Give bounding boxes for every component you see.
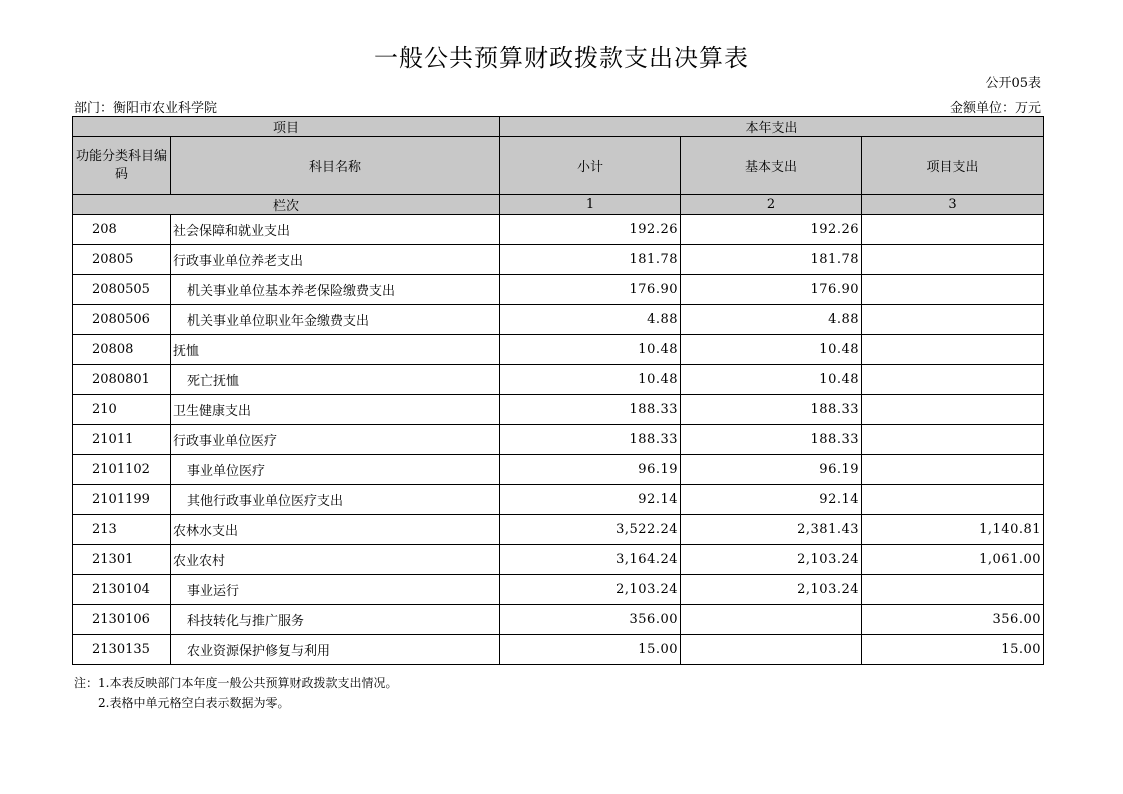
cell-subtotal: 188.33 <box>500 425 681 455</box>
cell-subtotal: 10.48 <box>500 335 681 365</box>
cell-basic <box>681 635 862 665</box>
header-basic: 基本支出 <box>681 137 862 195</box>
table-row <box>73 365 1044 395</box>
cell-code: 2101199 <box>73 485 171 515</box>
cell-name: 农业资源保护修复与利用 <box>171 635 500 665</box>
cell-basic: 10.48 <box>681 365 862 395</box>
header-col-2: 2 <box>681 195 862 215</box>
cell-subtotal: 92.14 <box>500 485 681 515</box>
cell-subtotal: 96.19 <box>500 455 681 485</box>
cell-basic: 96.19 <box>681 455 862 485</box>
cell-subtotal: 192.26 <box>500 215 681 245</box>
cell-name: 社会保障和就业支出 <box>171 215 500 245</box>
cell-basic: 192.26 <box>681 215 862 245</box>
cell-code: 2130106 <box>73 605 171 635</box>
cell-basic: 181.78 <box>681 245 862 275</box>
table-row <box>73 635 1044 665</box>
cell-name: 抚恤 <box>171 335 500 365</box>
table-row <box>73 515 1044 545</box>
cell-code: 2130135 <box>73 635 171 665</box>
cell-name: 农业农村 <box>171 545 500 575</box>
cell-subtotal: 356.00 <box>500 605 681 635</box>
notes <box>74 673 397 713</box>
cell-name: 事业单位医疗 <box>171 455 500 485</box>
cell-basic: 2,103.24 <box>681 545 862 575</box>
cell-code: 20805 <box>73 245 171 275</box>
cell-name: 机关事业单位基本养老保险缴费支出 <box>171 275 500 305</box>
cell-name: 行政事业单位养老支出 <box>171 245 500 275</box>
cell-subtotal: 181.78 <box>500 245 681 275</box>
cell-basic: 188.33 <box>681 425 862 455</box>
page-title: 一般公共预算财政拨款支出决算表 <box>374 44 749 72</box>
cell-project <box>862 365 1044 395</box>
header-row-2 <box>73 137 1044 195</box>
cell-name: 农林水支出 <box>171 515 500 545</box>
cell-project <box>862 575 1044 605</box>
cell-name: 行政事业单位医疗 <box>171 425 500 455</box>
form-code: 公开05表 <box>985 76 1041 91</box>
cell-project <box>862 395 1044 425</box>
cell-project <box>862 245 1044 275</box>
department-label: 部门：衡阳市农业科学院 <box>74 101 218 116</box>
table-row <box>73 395 1044 425</box>
header-col-1: 1 <box>500 195 681 215</box>
cell-project: 15.00 <box>862 635 1044 665</box>
cell-subtotal: 3,164.24 <box>500 545 681 575</box>
table-row <box>73 485 1044 515</box>
table-row <box>73 605 1044 635</box>
table-row <box>73 425 1044 455</box>
cell-code: 2080506 <box>73 305 171 335</box>
cell-name: 卫生健康支出 <box>171 395 500 425</box>
header-current-year: 本年支出 <box>500 117 1044 137</box>
header-subtotal: 小计 <box>500 137 681 195</box>
cell-code: 208 <box>73 215 171 245</box>
cell-basic: 4.88 <box>681 305 862 335</box>
cell-subtotal: 3,522.24 <box>500 515 681 545</box>
cell-code: 210 <box>73 395 171 425</box>
amount-unit-label: 金额单位：万元 <box>949 101 1041 116</box>
cell-subtotal: 188.33 <box>500 395 681 425</box>
cell-basic: 92.14 <box>681 485 862 515</box>
cell-code: 213 <box>73 515 171 545</box>
cell-project <box>862 485 1044 515</box>
cell-project <box>862 305 1044 335</box>
cell-code: 2080801 <box>73 365 171 395</box>
cell-subtotal: 10.48 <box>500 365 681 395</box>
cell-project <box>862 215 1044 245</box>
cell-name: 科技转化与推广服务 <box>171 605 500 635</box>
header-row-1 <box>73 117 1044 137</box>
cell-name: 死亡抚恤 <box>171 365 500 395</box>
cell-subtotal: 176.90 <box>500 275 681 305</box>
cell-code: 2130104 <box>73 575 171 605</box>
cell-project <box>862 335 1044 365</box>
cell-basic <box>681 605 862 635</box>
cell-basic: 2,381.43 <box>681 515 862 545</box>
table-row <box>73 335 1044 365</box>
header-subject-name: 科目名称 <box>171 137 500 195</box>
cell-code: 21011 <box>73 425 171 455</box>
cell-code: 20808 <box>73 335 171 365</box>
cell-name: 事业运行 <box>171 575 500 605</box>
budget-table <box>72 116 1044 665</box>
header-project-exp: 项目支出 <box>862 137 1044 195</box>
cell-code: 21301 <box>73 545 171 575</box>
note-2: 2.表格中单元格空白表示数据为零。 <box>98 696 290 710</box>
cell-project <box>862 455 1044 485</box>
cell-name: 机关事业单位职业年金缴费支出 <box>171 305 500 335</box>
table-row <box>73 575 1044 605</box>
note-1: 注：1.本表反映部门本年度一般公共预算财政拨款支出情况。 <box>74 676 398 690</box>
header-project: 项目 <box>73 117 500 137</box>
cell-basic: 10.48 <box>681 335 862 365</box>
cell-subtotal: 2,103.24 <box>500 575 681 605</box>
cell-code: 2080505 <box>73 275 171 305</box>
table-row <box>73 455 1044 485</box>
header-row-3 <box>73 195 1044 215</box>
cell-subtotal: 15.00 <box>500 635 681 665</box>
cell-subtotal: 4.88 <box>500 305 681 335</box>
cell-project: 1,061.00 <box>862 545 1044 575</box>
cell-basic: 188.33 <box>681 395 862 425</box>
header-col-3: 3 <box>862 195 1044 215</box>
table-row <box>73 545 1044 575</box>
table-body <box>73 215 1044 665</box>
cell-basic: 176.90 <box>681 275 862 305</box>
header-func-code: 功能分类科目编码 <box>73 137 171 195</box>
table-row <box>73 275 1044 305</box>
cell-project <box>862 425 1044 455</box>
table-row <box>73 245 1044 275</box>
cell-code: 2101102 <box>73 455 171 485</box>
cell-basic: 2,103.24 <box>681 575 862 605</box>
cell-project: 356.00 <box>862 605 1044 635</box>
header-column-index: 栏次 <box>73 195 500 215</box>
cell-project: 1,140.81 <box>862 515 1044 545</box>
table-row <box>73 305 1044 335</box>
cell-name: 其他行政事业单位医疗支出 <box>171 485 500 515</box>
cell-project <box>862 275 1044 305</box>
table-row <box>73 215 1044 245</box>
